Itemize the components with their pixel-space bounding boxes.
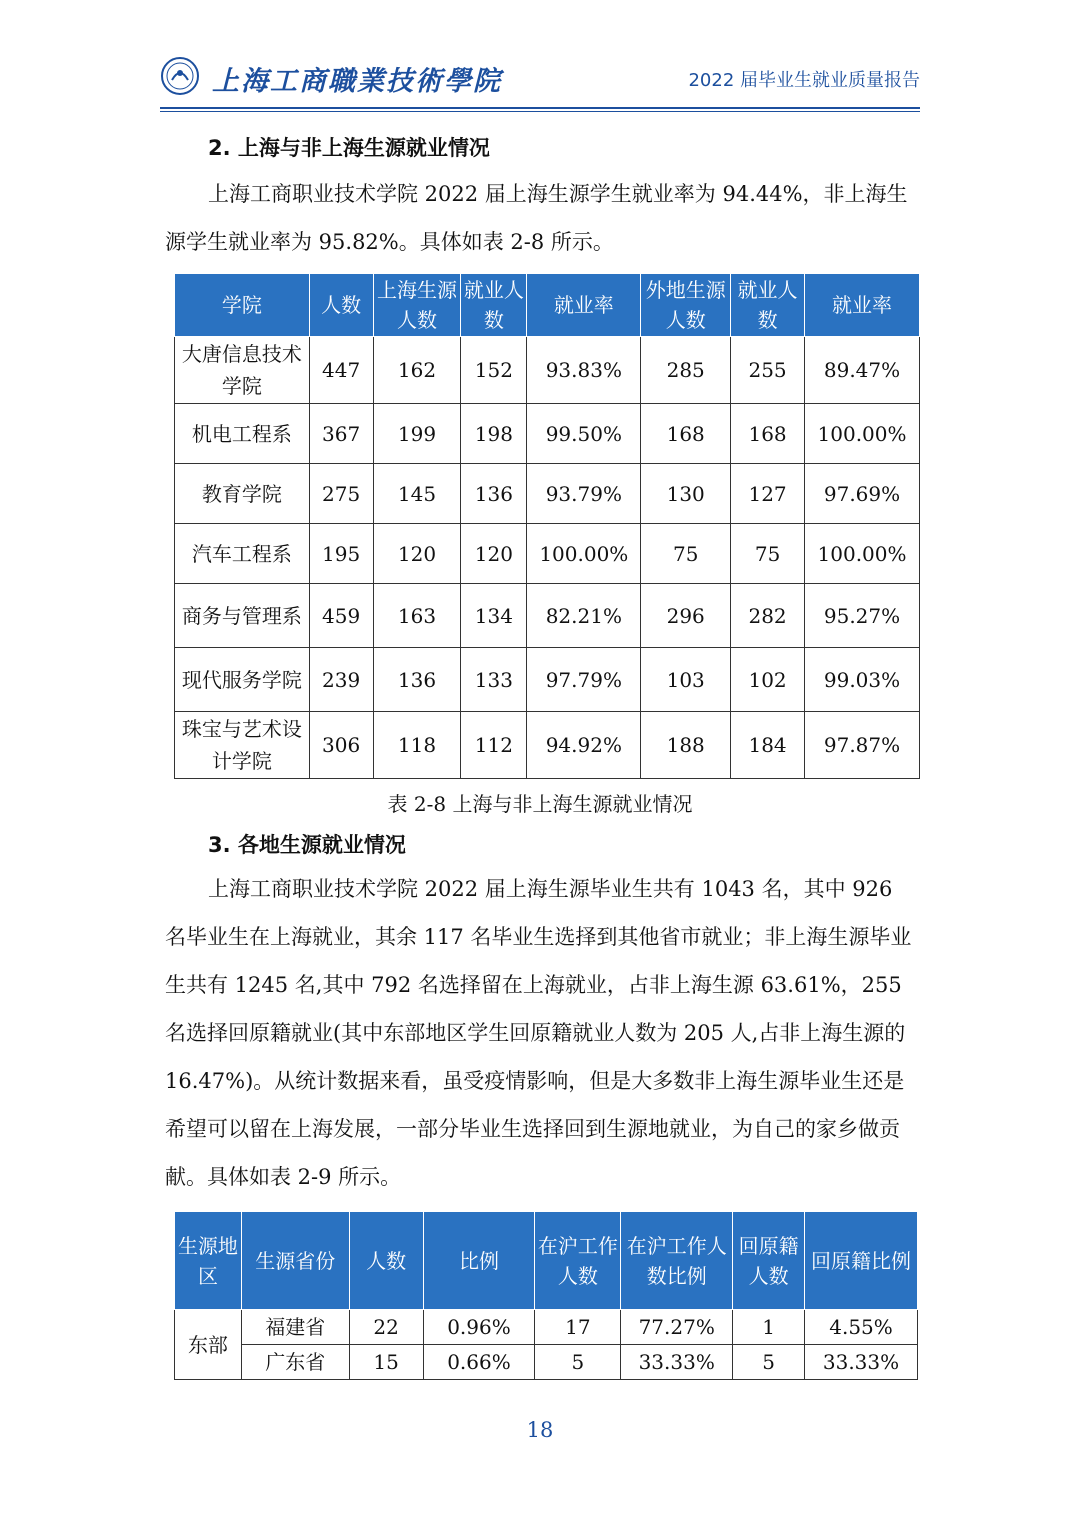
- table-cell: 82.21%: [527, 584, 641, 648]
- col-header: 在沪工作人数: [535, 1212, 621, 1310]
- table-cell: 162: [373, 337, 461, 404]
- table-cell: 33.33%: [805, 1345, 918, 1380]
- table-cell: 103: [641, 648, 731, 712]
- table-row: [175, 648, 920, 712]
- table-cell: 102: [731, 648, 805, 712]
- page-header: [160, 52, 920, 104]
- table-cell: 239: [309, 648, 373, 712]
- table-cell: 93.83%: [527, 337, 641, 404]
- table-cell: 447: [309, 337, 373, 404]
- table-cell: 97.69%: [805, 464, 920, 524]
- table-row: [175, 464, 920, 524]
- table-row: [175, 1310, 918, 1345]
- col-header: 就业率: [805, 274, 920, 337]
- college-name-cell: 机电工程系: [175, 404, 310, 464]
- table-header-row: [175, 1212, 918, 1310]
- section-heading-2: 2. 上海与非上海生源就业情况: [208, 136, 490, 160]
- college-name-cell: 商务与管理系: [175, 584, 310, 648]
- col-header: 比例: [423, 1212, 535, 1310]
- table-header-row: [175, 274, 920, 337]
- table-cell: 134: [461, 584, 527, 648]
- col-header: 回原籍比例: [805, 1212, 918, 1310]
- table-cell: 198: [461, 404, 527, 464]
- table-cell: 75: [641, 524, 731, 584]
- table-cell: 168: [641, 404, 731, 464]
- table-cell: 112: [461, 712, 527, 779]
- table-cell: 22: [349, 1310, 423, 1345]
- table-cell: 296: [641, 584, 731, 648]
- table-cell: 77.27%: [621, 1310, 733, 1345]
- table-cell: 97.87%: [805, 712, 920, 779]
- college-name-cell: 汽车工程系: [175, 524, 310, 584]
- col-header: 就业人数: [461, 274, 527, 337]
- section-heading-3: 3. 各地生源就业情况: [208, 833, 406, 857]
- table-cell: 17: [535, 1310, 621, 1345]
- college-name-cell: 大唐信息技术学院: [175, 337, 310, 404]
- table-cell: 94.92%: [527, 712, 641, 779]
- college-name-cell: 现代服务学院: [175, 648, 310, 712]
- col-header: 就业率: [527, 274, 641, 337]
- table-cell: 99.03%: [805, 648, 920, 712]
- table-cell: 459: [309, 584, 373, 648]
- table-cell: 145: [373, 464, 461, 524]
- table-cell: 168: [731, 404, 805, 464]
- table-row: [175, 524, 920, 584]
- table-cell: 广东省: [241, 1345, 349, 1380]
- origin-table: [174, 1211, 918, 1380]
- table-cell: 285: [641, 337, 731, 404]
- table-row: [175, 404, 920, 464]
- table-cell: 195: [309, 524, 373, 584]
- table-cell: 100.00%: [805, 524, 920, 584]
- col-header: 生源省份: [241, 1212, 349, 1310]
- section3-paragraph: 上海工商职业技术学院 2022 届上海生源毕业生共有 1043 名，其中 926 名毕业生在上海就业，其余 117 名毕业生选择到其他省市就业；非上海生源毕业生共有 1245 名,其中 792 名选择留在上海就业，占非上海生源 63.61%，255 名选择回原籍就业(其中东部地区学生回原籍就业人数为 205 人,占非上海生源的 16.47%)。从统计数据来看，虽受疫情影响，但是大多数非上海生源毕业生还是希望可以留在上海发展，一部分毕业生选择回到生源地就业，为自己的家乡做贡献。具体如表 2-9 所示。: [165, 877, 912, 1189]
- table-cell: 75: [731, 524, 805, 584]
- table-cell: 95.27%: [805, 584, 920, 648]
- col-header: 就业人数: [731, 274, 805, 337]
- table-row: [175, 337, 920, 404]
- table-cell: 福建省: [241, 1310, 349, 1345]
- school-logo-icon: [160, 56, 200, 96]
- table-cell: 255: [731, 337, 805, 404]
- col-header: 外地生源人数: [641, 274, 731, 337]
- employment-table: [174, 273, 920, 779]
- col-header: 生源地区: [175, 1212, 242, 1310]
- table-cell: 0.96%: [423, 1310, 535, 1345]
- table-cell: 100.00%: [805, 404, 920, 464]
- table-cell: 1: [733, 1310, 805, 1345]
- table-cell: 5: [733, 1345, 805, 1380]
- table-cell: 275: [309, 464, 373, 524]
- col-header: 人数: [309, 274, 373, 337]
- table-cell: 89.47%: [805, 337, 920, 404]
- table-cell: 15: [349, 1345, 423, 1380]
- table-cell: 136: [461, 464, 527, 524]
- table-cell: 93.79%: [527, 464, 641, 524]
- table-cell: 130: [641, 464, 731, 524]
- table-cell: 97.79%: [527, 648, 641, 712]
- college-name-cell: 珠宝与艺术设计学院: [175, 712, 310, 779]
- table-cell: 4.55%: [805, 1310, 918, 1345]
- table-cell: 199: [373, 404, 461, 464]
- col-header: 在沪工作人数比例: [621, 1212, 733, 1310]
- col-header: 上海生源人数: [373, 274, 461, 337]
- section2-paragraph: 上海工商职业技术学院 2022 届上海生源学生就业率为 94.44%，非上海生源学生就业率为 95.82%。具体如表 2-8 所示。: [165, 182, 908, 254]
- table-cell: 367: [309, 404, 373, 464]
- college-name-cell: 教育学院: [175, 464, 310, 524]
- table-cell: 136: [373, 648, 461, 712]
- col-header: 回原籍人数: [733, 1212, 805, 1310]
- table-caption: 表 2-8 上海与非上海生源就业情况: [387, 792, 693, 816]
- table-cell: 33.33%: [621, 1345, 733, 1380]
- table-cell: 100.00%: [527, 524, 641, 584]
- table-row: [175, 584, 920, 648]
- table-cell: 188: [641, 712, 731, 779]
- col-header: 学院: [175, 274, 310, 337]
- table-cell: 120: [373, 524, 461, 584]
- table-cell: 133: [461, 648, 527, 712]
- table-cell: 163: [373, 584, 461, 648]
- report-title: 2022 届毕业生就业质量报告: [688, 70, 920, 91]
- region-cell: 东部: [175, 1310, 242, 1380]
- table-cell: 306: [309, 712, 373, 779]
- school-name: 上海工商職業技術學院: [212, 66, 502, 97]
- col-header: 人数: [349, 1212, 423, 1310]
- table-cell: 5: [535, 1345, 621, 1380]
- table-cell: 184: [731, 712, 805, 779]
- table-cell: 118: [373, 712, 461, 779]
- table-row: [175, 712, 920, 779]
- table-row: [175, 1345, 918, 1380]
- header-divider: [160, 107, 920, 109]
- header-divider-thin: [160, 111, 920, 112]
- table-cell: 282: [731, 584, 805, 648]
- table-cell: 0.66%: [423, 1345, 535, 1380]
- table-cell: 99.50%: [527, 404, 641, 464]
- table-cell: 120: [461, 524, 527, 584]
- table-cell: 127: [731, 464, 805, 524]
- page-number: 18: [526, 1418, 554, 1442]
- table-cell: 152: [461, 337, 527, 404]
